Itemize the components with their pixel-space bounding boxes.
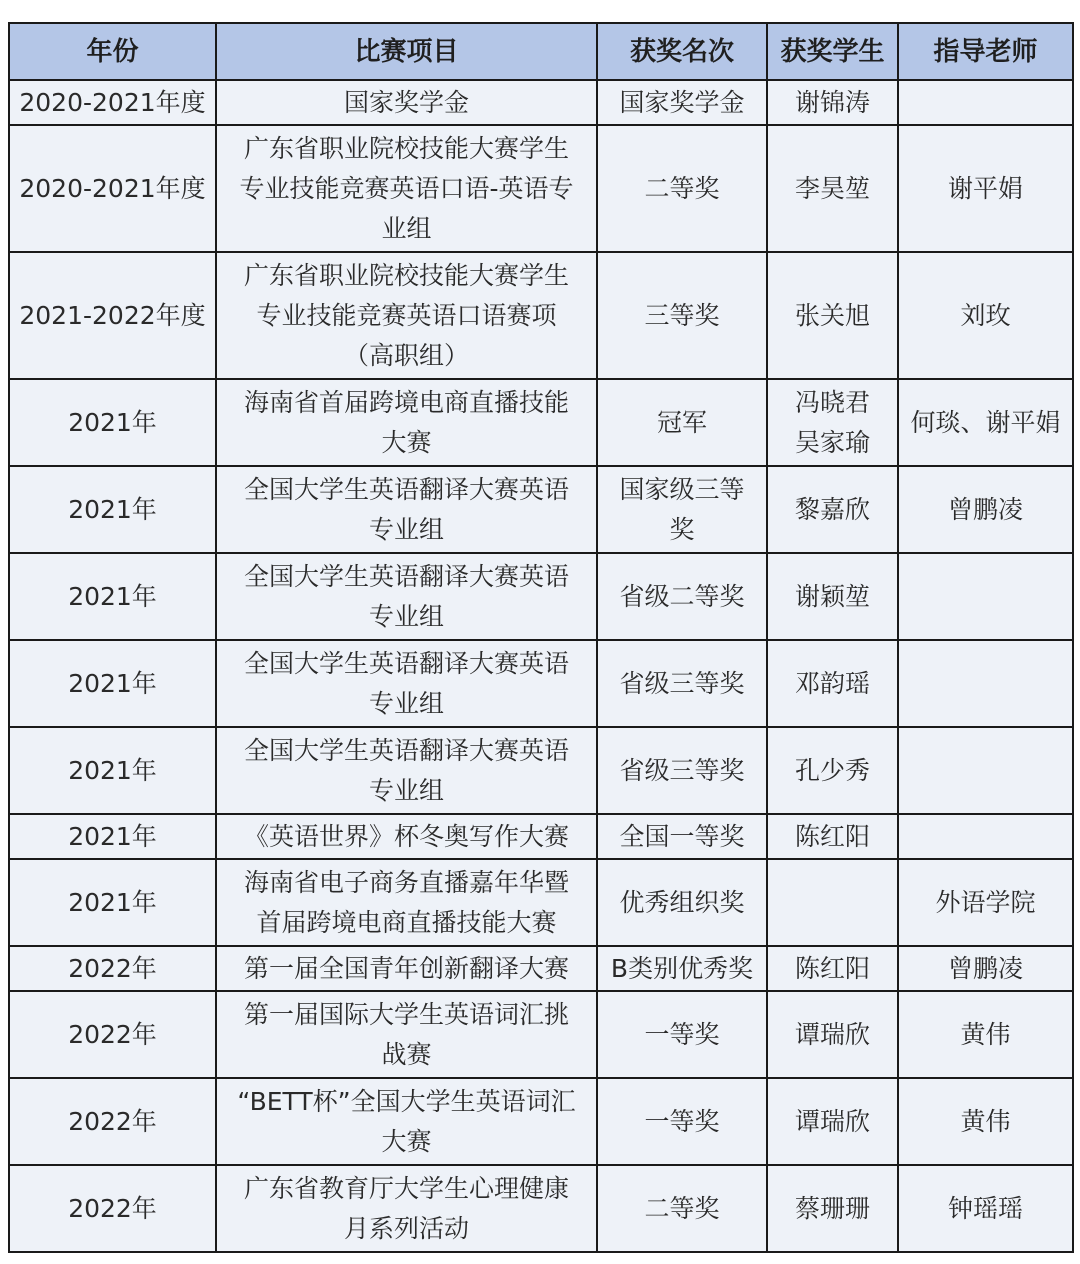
cell-competition <box>216 1078 597 1165</box>
cell-year: 2022年 <box>9 1165 216 1252</box>
cell-competition <box>216 125 597 252</box>
cell-competition-line: 海南省首届跨境电商直播技能 <box>243 387 569 417</box>
cell-student <box>767 991 898 1078</box>
table-row <box>9 1078 1073 1165</box>
awards-table <box>8 22 1074 1253</box>
cell-student-line: 孔少秀 <box>794 755 870 785</box>
cell-teacher <box>898 640 1073 727</box>
cell-year: 2022年 <box>9 991 216 1078</box>
cell-year: 2021年 <box>9 466 216 553</box>
cell-competition-line: 《英语世界》杯冬奥写作大赛 <box>243 821 569 851</box>
cell-student-line: 谢颖堃 <box>794 581 870 611</box>
cell-competition <box>216 1165 597 1252</box>
cell-award <box>597 814 767 859</box>
cell-award <box>597 553 767 640</box>
cell-competition-line: 专业组 <box>368 775 444 805</box>
cell-award <box>597 946 767 991</box>
cell-student <box>767 379 898 466</box>
cell-competition-line: 国家奖学金 <box>343 87 469 117</box>
table-row <box>9 1165 1073 1252</box>
cell-student <box>767 466 898 553</box>
cell-award-line: 二等奖 <box>644 173 720 203</box>
cell-competition-line: 广东省教育厅大学生心理健康 <box>243 1173 569 1203</box>
header-award: 获奖名次 <box>597 23 767 80</box>
cell-year: 2020-2021年度 <box>9 125 216 252</box>
cell-teacher-line: 何琰、谢平娟 <box>910 407 1061 437</box>
cell-year: 2021-2022年度 <box>9 252 216 379</box>
cell-student <box>767 859 898 946</box>
table-row <box>9 125 1073 252</box>
cell-year: 2021年 <box>9 814 216 859</box>
cell-student-line: 李昊堃 <box>794 173 870 203</box>
cell-student-line: 蔡珊珊 <box>794 1193 870 1223</box>
cell-award-line: 全国一等奖 <box>619 821 745 851</box>
cell-award <box>597 125 767 252</box>
cell-competition-line: 大赛 <box>381 1126 432 1156</box>
cell-competition <box>216 252 597 379</box>
header-competition: 比赛项目 <box>216 23 597 80</box>
cell-student <box>767 640 898 727</box>
cell-competition-line: 大赛 <box>381 427 432 457</box>
cell-year: 2021年 <box>9 727 216 814</box>
cell-award <box>597 252 767 379</box>
cell-teacher <box>898 814 1073 859</box>
cell-student-line: 陈红阳 <box>794 821 870 851</box>
cell-competition-line: 战赛 <box>381 1039 432 1069</box>
cell-teacher-line: 刘玫 <box>960 300 1011 330</box>
table-row <box>9 991 1073 1078</box>
table-row <box>9 814 1073 859</box>
cell-award-line: 国家奖学金 <box>619 87 745 117</box>
cell-student <box>767 814 898 859</box>
cell-teacher <box>898 946 1073 991</box>
table-row <box>9 553 1073 640</box>
cell-competition-line: 专业组 <box>368 688 444 718</box>
cell-competition-line: 广东省职业院校技能大赛学生 <box>243 133 569 163</box>
cell-student-line: 冯晓君 <box>794 387 870 417</box>
cell-award <box>597 640 767 727</box>
table-row <box>9 252 1073 379</box>
cell-teacher-line: 曾鹏凌 <box>947 953 1023 983</box>
cell-teacher-line: 外语学院 <box>935 887 1036 917</box>
cell-competition <box>216 991 597 1078</box>
cell-year: 2021年 <box>9 379 216 466</box>
cell-student-line: 谭瑞欣 <box>794 1019 870 1049</box>
cell-award <box>597 859 767 946</box>
cell-student-line: 黎嘉欣 <box>794 494 870 524</box>
cell-competition-line: 全国大学生英语翻译大赛英语 <box>243 735 569 765</box>
cell-competition-line: 专业组 <box>368 601 444 631</box>
cell-teacher <box>898 859 1073 946</box>
table-row <box>9 466 1073 553</box>
cell-student <box>767 946 898 991</box>
cell-teacher <box>898 1078 1073 1165</box>
cell-teacher-line: 钟瑶瑶 <box>947 1193 1023 1223</box>
cell-competition <box>216 466 597 553</box>
cell-student <box>767 727 898 814</box>
cell-competition-line: 全国大学生英语翻译大赛英语 <box>243 561 569 591</box>
cell-competition-line: 第一届国际大学生英语词汇挑 <box>243 999 569 1029</box>
cell-competition-line: 全国大学生英语翻译大赛英语 <box>243 474 569 504</box>
cell-competition-line: （高职组） <box>343 340 469 370</box>
cell-student <box>767 1078 898 1165</box>
cell-teacher-line: 曾鹏凌 <box>947 494 1023 524</box>
table-row <box>9 379 1073 466</box>
cell-competition <box>216 640 597 727</box>
cell-student-line: 陈红阳 <box>794 953 870 983</box>
cell-award-line: 一等奖 <box>644 1106 720 1136</box>
cell-competition-line: 全国大学生英语翻译大赛英语 <box>243 648 569 678</box>
cell-award-line: 国家级三等 <box>619 474 745 504</box>
header-teacher: 指导老师 <box>898 23 1073 80</box>
cell-competition-line: 专业组 <box>368 514 444 544</box>
cell-award-line: 二等奖 <box>644 1193 720 1223</box>
cell-award <box>597 466 767 553</box>
table-row <box>9 946 1073 991</box>
cell-student-line: 邓韵瑶 <box>794 668 870 698</box>
cell-competition-line: 专业技能竞赛英语口语-英语专 <box>239 173 574 203</box>
cell-competition <box>216 859 597 946</box>
awards-table-container <box>8 22 1072 1253</box>
cell-teacher <box>898 727 1073 814</box>
cell-student-line: 张关旭 <box>794 300 870 330</box>
cell-student-line: 谭瑞欣 <box>794 1106 870 1136</box>
cell-teacher <box>898 379 1073 466</box>
cell-teacher-line: 黄伟 <box>960 1106 1011 1136</box>
cell-award-line: 省级二等奖 <box>619 581 745 611</box>
cell-year: 2021年 <box>9 553 216 640</box>
cell-competition-line: 首届跨境电商直播技能大赛 <box>256 907 557 937</box>
cell-award <box>597 1078 767 1165</box>
cell-student-line: 吴家瑜 <box>794 427 870 457</box>
cell-student <box>767 80 898 125</box>
cell-teacher <box>898 125 1073 252</box>
cell-competition-line: “BETT杯”全国大学生英语词汇 <box>237 1086 576 1116</box>
cell-teacher-line: 谢平娟 <box>947 173 1023 203</box>
cell-award-line: 奖 <box>669 514 695 544</box>
table-header <box>9 23 1073 80</box>
cell-award-line: 省级三等奖 <box>619 668 745 698</box>
cell-award <box>597 379 767 466</box>
cell-competition <box>216 379 597 466</box>
cell-year: 2021年 <box>9 859 216 946</box>
cell-teacher <box>898 252 1073 379</box>
cell-award <box>597 991 767 1078</box>
cell-competition <box>216 946 597 991</box>
header-student: 获奖学生 <box>767 23 898 80</box>
cell-award-line: 省级三等奖 <box>619 755 745 785</box>
cell-year: 2022年 <box>9 946 216 991</box>
table-row <box>9 80 1073 125</box>
cell-year: 2021年 <box>9 640 216 727</box>
cell-award-line: B类别优秀奖 <box>610 953 754 983</box>
cell-competition <box>216 727 597 814</box>
cell-competition-line: 月系列活动 <box>343 1213 469 1243</box>
cell-award <box>597 1165 767 1252</box>
cell-award-line: 一等奖 <box>644 1019 720 1049</box>
header-row <box>9 23 1073 80</box>
cell-student <box>767 1165 898 1252</box>
cell-student <box>767 553 898 640</box>
table-row <box>9 640 1073 727</box>
cell-competition-line: 广东省职业院校技能大赛学生 <box>243 260 569 290</box>
table-row <box>9 727 1073 814</box>
cell-competition-line: 业组 <box>381 213 432 243</box>
cell-award <box>597 80 767 125</box>
cell-student-line: 谢锦涛 <box>794 87 870 117</box>
cell-teacher <box>898 1165 1073 1252</box>
cell-competition-line: 专业技能竞赛英语口语赛项 <box>256 300 557 330</box>
table-body <box>9 80 1073 1252</box>
cell-competition <box>216 814 597 859</box>
cell-competition <box>216 80 597 125</box>
cell-teacher-line: 黄伟 <box>960 1019 1011 1049</box>
cell-competition <box>216 553 597 640</box>
cell-teacher <box>898 553 1073 640</box>
table-row <box>9 859 1073 946</box>
header-year: 年份 <box>9 23 216 80</box>
cell-award-line: 冠军 <box>656 407 707 437</box>
cell-student <box>767 252 898 379</box>
cell-award-line: 三等奖 <box>644 300 720 330</box>
cell-year: 2020-2021年度 <box>9 80 216 125</box>
cell-student <box>767 125 898 252</box>
cell-award <box>597 727 767 814</box>
cell-teacher <box>898 80 1073 125</box>
cell-competition-line: 海南省电子商务直播嘉年华暨 <box>243 867 569 897</box>
cell-award-line: 优秀组织奖 <box>619 887 745 917</box>
cell-year: 2022年 <box>9 1078 216 1165</box>
cell-competition-line: 第一届全国青年创新翻译大赛 <box>243 953 569 983</box>
cell-teacher <box>898 466 1073 553</box>
cell-teacher <box>898 991 1073 1078</box>
